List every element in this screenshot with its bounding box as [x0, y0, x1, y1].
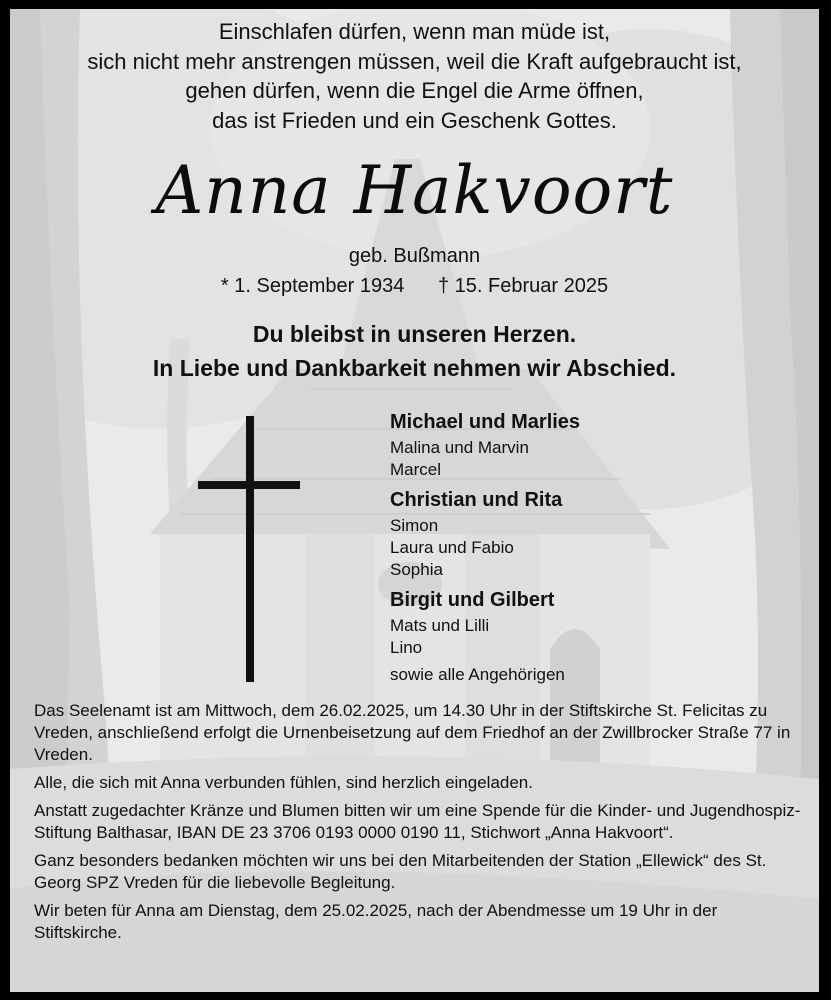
- family-member: Sophia: [390, 560, 443, 579]
- family-group: [390, 407, 810, 481]
- life-dates: [10, 271, 819, 301]
- motto-line: In Liebe und Dankbarkeit nehmen wir Abschied.: [152, 355, 677, 381]
- family-member: Marcel: [390, 460, 442, 479]
- notice-paragraph: Wir beten für Anna am Dienstag, dem 25.02.2025, nach der Abendmesse um 19 Uhr in der Stiftskirche.: [34, 901, 718, 942]
- mourners-list: [390, 407, 810, 687]
- funeral-notice: [34, 700, 804, 950]
- family-member: Laura und Fabio: [390, 538, 514, 557]
- family-head: Birgit und Gilbert: [390, 589, 555, 611]
- poem-line: sich nicht mehr anstrengen müssen, weil die Kraft aufgebraucht ist,: [87, 48, 742, 74]
- poem-line: Einschlafen dürfen, wenn man müde ist,: [218, 19, 611, 44]
- family-member: Lino: [390, 638, 423, 657]
- other-relatives: sowie alle Angehörigen: [390, 665, 565, 684]
- obituary-card: [10, 9, 819, 992]
- family-head: Michael und Marlies: [390, 411, 581, 433]
- death-date: † 15. Februar 2025: [437, 275, 609, 297]
- notice-paragraph: Ganz besonders bedanken möchten wir uns bei den Mitarbeitenden der Station „Ellewick“ des St. Georg SPZ Vreden für die liebevolle Begleitung.: [34, 851, 767, 892]
- motto: [10, 317, 819, 385]
- birth-date: * 1. September 1934: [220, 275, 405, 297]
- poem: [10, 17, 819, 135]
- notice-paragraph: Das Seelenamt ist am Mittwoch, dem 26.02.2025, um 14.30 Uhr in der Stiftskirche St. Felicitas zu Vreden, anschließend erfolgt die Urnenbeisetzung auf dem Friedhof an der Zwillbrocker Straße 77 in Vreden.: [34, 701, 791, 764]
- family-group: [390, 585, 810, 659]
- deceased-name: Anna Hakvoort: [155, 152, 674, 229]
- family-member: Simon: [390, 516, 439, 535]
- notice-paragraph: Anstatt zugedachter Kränze und Blumen bitten wir um eine Spende für die Kinder- und Jugendhospiz-Stiftung Balthasar, IBAN DE 23 3706 0193 0000 0190 11, Stichwort „Anna Hakvoort“.: [34, 801, 801, 842]
- family-member: Mats und Lilli: [390, 616, 490, 635]
- notice-paragraph: Alle, die sich mit Anna verbunden fühlen, sind herzlich eingeladen.: [34, 773, 533, 792]
- family-group: [390, 485, 810, 581]
- maiden-name: geb. Bußmann: [348, 245, 481, 267]
- family-member: Malina und Marvin: [390, 438, 529, 457]
- motto-line: Du bleibst in unseren Herzen.: [252, 321, 577, 347]
- poem-line: das ist Frieden und ein Geschenk Gottes.: [212, 107, 617, 133]
- poem-line: gehen dürfen, wenn die Engel die Arme öffnen,: [185, 78, 644, 103]
- family-head: Christian und Rita: [390, 489, 563, 511]
